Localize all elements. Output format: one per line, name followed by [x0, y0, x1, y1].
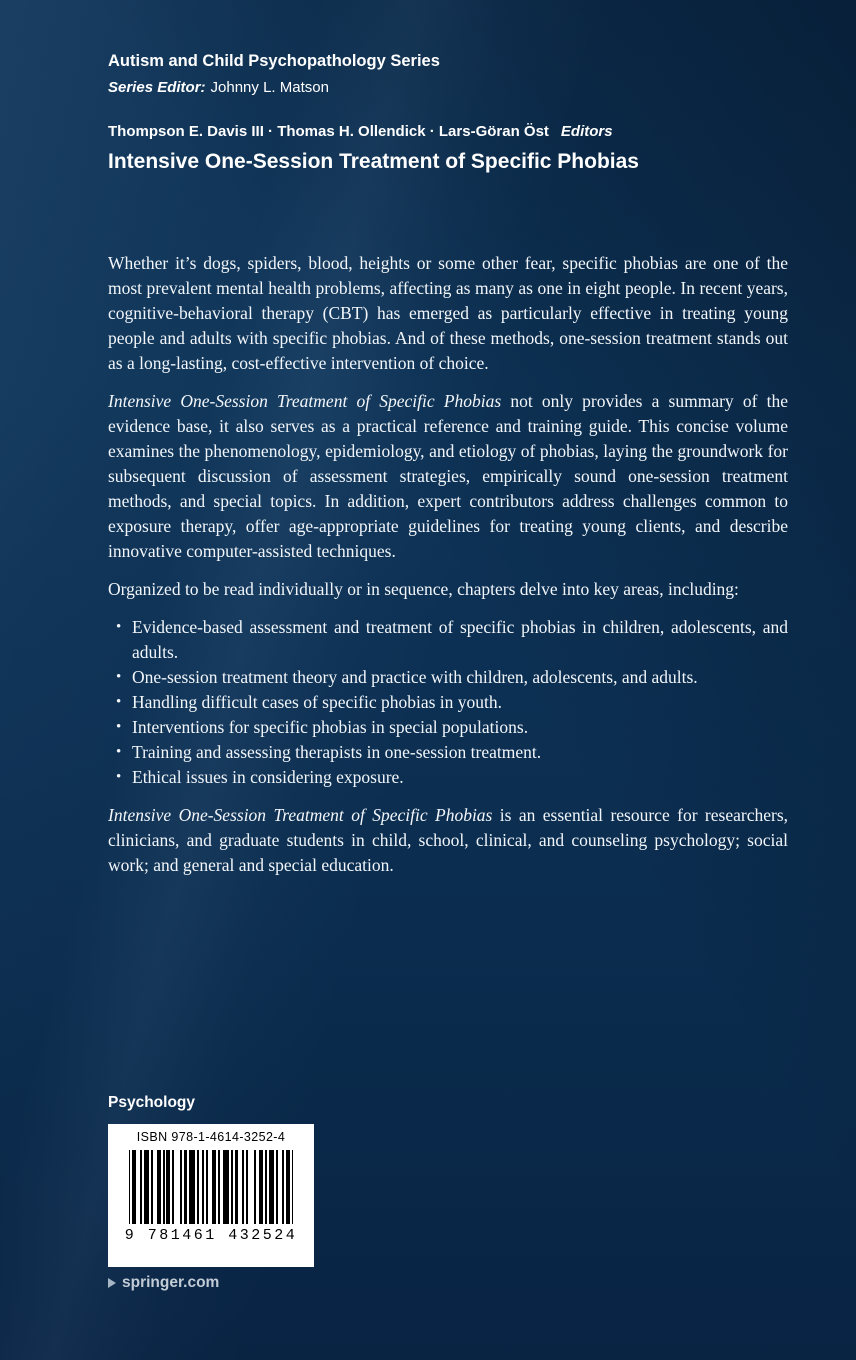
paragraph-audience [108, 803, 788, 878]
arrow-right-icon [108, 1278, 116, 1288]
book-title-italic: Intensive One-Session Treatment of Specific Phobias [108, 391, 502, 411]
editors-label: Editors [560, 123, 613, 140]
barcode-digits: 9 781461 432524 [124, 1227, 298, 1244]
book-title-italic: Intensive One-Session Treatment of Specific Phobias [108, 805, 493, 825]
series-editor-label: Series Editor: [108, 79, 206, 96]
isbn-label: ISBN 978-1-4614-3252-4 [136, 1130, 286, 1144]
back-cover-text [108, 251, 788, 878]
list-item: • One-session treatment theory and practice with children, adolescents, and adults. [108, 665, 788, 690]
key-areas-list [108, 615, 788, 790]
editor-names: Thompson E. Davis III · Thomas H. Ollendick · Lars-Göran Öst [108, 123, 549, 140]
series-editor-line [108, 79, 788, 96]
paragraph-organization: Organized to be read individually or in sequence, chapters delve into key areas, including: [108, 579, 739, 599]
paragraph-overview: Whether it’s dogs, spiders, blood, heights or some other fear, specific phobias are one of the most prevalent mental health problems, affecting as many as one in eight people. In recent years, cognitive-behavioral therapy (CBT) has emerged as particularly effective in treating young people and adults with specific phobias. And of these methods, one-session treatment stands out as a long-lasting, cost-effective intervention of choice. [108, 253, 788, 373]
publisher-line [108, 1274, 219, 1292]
list-item: • Handling difficult cases of specific phobias in youth. [108, 690, 788, 715]
paragraph-audience-rest: is an essential resource for researchers, clinicians, and graduate students in child, school, clinical, and counseling psychology; social work; and general and special education. [108, 805, 788, 875]
editors-line [108, 123, 788, 140]
publisher-url: springer.com [122, 1274, 220, 1291]
series-editor-name: Johnny L. Matson [210, 79, 329, 96]
list-item: • Training and assessing therapists in one-session treatment. [108, 740, 788, 765]
category-label: Psychology [108, 1094, 195, 1111]
series-name: Autism and Child Psychopathology Series [108, 52, 440, 70]
paragraph-summary-rest: not only provides a summary of the evidence base, it also serves as a practical reference and training guide. This concise volume examines the phenomenology, epidemiology, and etiology of phobias, laying the groundwork for subsequent discussion of assessment strategies, empirically sound one-session treatment methods, and special topics. In addition, expert contributors address challenges common to exposure therapy, offer age-appropriate guidelines for treating young clients, and describe innovative computer-assisted techniques. [108, 391, 788, 561]
barcode-icon [116, 1150, 306, 1224]
cover-content [108, 52, 788, 891]
isbn-barcode-block [108, 1124, 314, 1267]
list-item: • Evidence-based assessment and treatment of specific phobias in children, adolescents, and adults. [108, 615, 788, 665]
list-item: • Interventions for specific phobias in special populations. [108, 715, 788, 740]
list-item: • Ethical issues in considering exposure. [108, 765, 788, 790]
book-title: Intensive One-Session Treatment of Specific Phobias [108, 150, 639, 173]
paragraph-summary [108, 389, 788, 564]
